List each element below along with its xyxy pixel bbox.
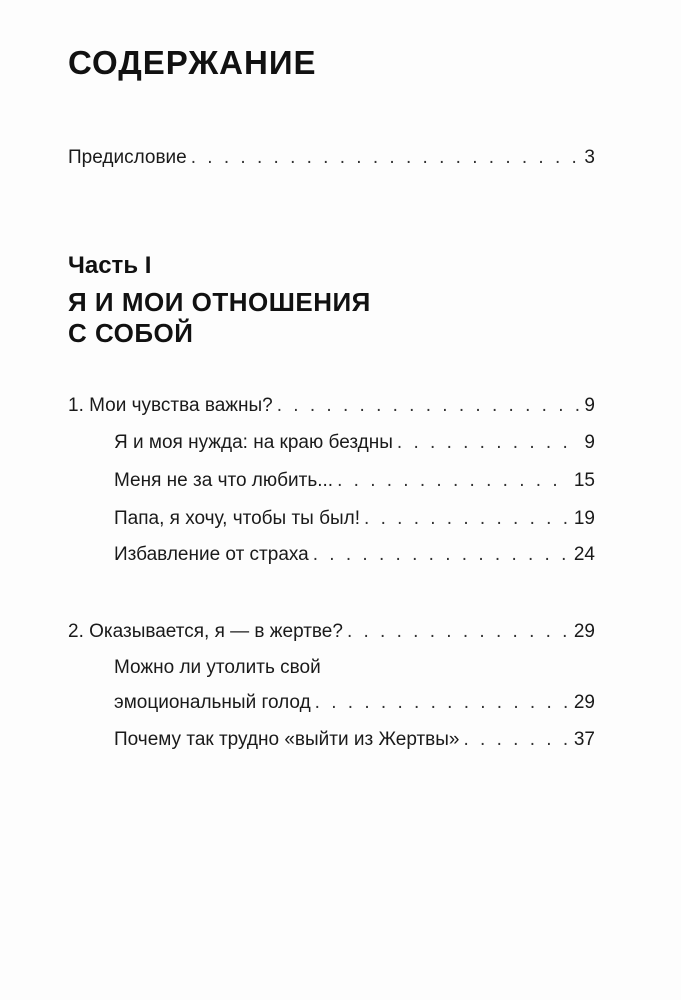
toc-entry-label: Предисловие xyxy=(68,147,187,168)
toc-entry-section[interactable] xyxy=(114,544,595,566)
dot-leader xyxy=(313,544,570,566)
page-title: СОДЕРЖАНИЕ xyxy=(68,44,317,81)
toc-entry-preface[interactable] xyxy=(68,147,595,169)
toc-entry-chapter-1[interactable] xyxy=(68,395,595,417)
toc-entry-section[interactable] xyxy=(114,508,595,530)
part-title xyxy=(68,287,371,349)
toc-page-number: 3 xyxy=(584,147,595,168)
toc-page-number: 15 xyxy=(573,470,595,491)
toc-entry-label: Папа, я хочу, чтобы ты был! xyxy=(114,508,361,529)
dot-leader xyxy=(464,729,570,751)
toc-page-number: 9 xyxy=(584,395,595,416)
dot-leader xyxy=(191,147,581,169)
dot-leader xyxy=(337,470,570,492)
toc-entry-label: Я и моя нужда: на краю бездны xyxy=(114,432,393,453)
part-title-line-2: С СОБОЙ xyxy=(68,318,194,348)
toc-entry-section[interactable] xyxy=(114,432,595,454)
dot-leader xyxy=(347,621,570,643)
toc-page-number: 9 xyxy=(584,432,595,453)
toc-entry-label-line-1[interactable]: Можно ли утолить свой xyxy=(114,657,321,678)
toc-entry-label: 1. Мои чувства важны? xyxy=(68,395,273,416)
toc-entry-label: Избавление от страха xyxy=(114,544,309,565)
toc-page-number: 37 xyxy=(573,729,595,750)
part-title-line-1: Я И МОИ ОТНОШЕНИЯ xyxy=(68,287,371,317)
toc-entry-label: 2. Оказывается, я — в жертве? xyxy=(68,621,343,642)
dot-leader xyxy=(315,692,570,714)
toc-page-number: 19 xyxy=(573,508,595,529)
toc-entry-label: эмоциональный голод xyxy=(114,692,311,713)
dot-leader xyxy=(397,432,581,454)
toc-entry-label: Почему так трудно «выйти из Жертвы» xyxy=(114,729,460,750)
part-label: Часть I xyxy=(68,252,152,279)
toc-entry-label: Меня не за что любить... xyxy=(114,470,334,491)
toc-page-number: 24 xyxy=(573,544,595,565)
toc-page-number: 29 xyxy=(573,692,595,713)
toc-entry-section[interactable] xyxy=(114,729,595,751)
dot-leader xyxy=(277,395,581,417)
dot-leader xyxy=(364,508,570,530)
toc-entry-section[interactable] xyxy=(114,692,595,714)
toc-entry-section[interactable] xyxy=(114,470,595,492)
toc-entry-chapter-2[interactable] xyxy=(68,621,595,643)
toc-page-number: 29 xyxy=(573,621,595,642)
